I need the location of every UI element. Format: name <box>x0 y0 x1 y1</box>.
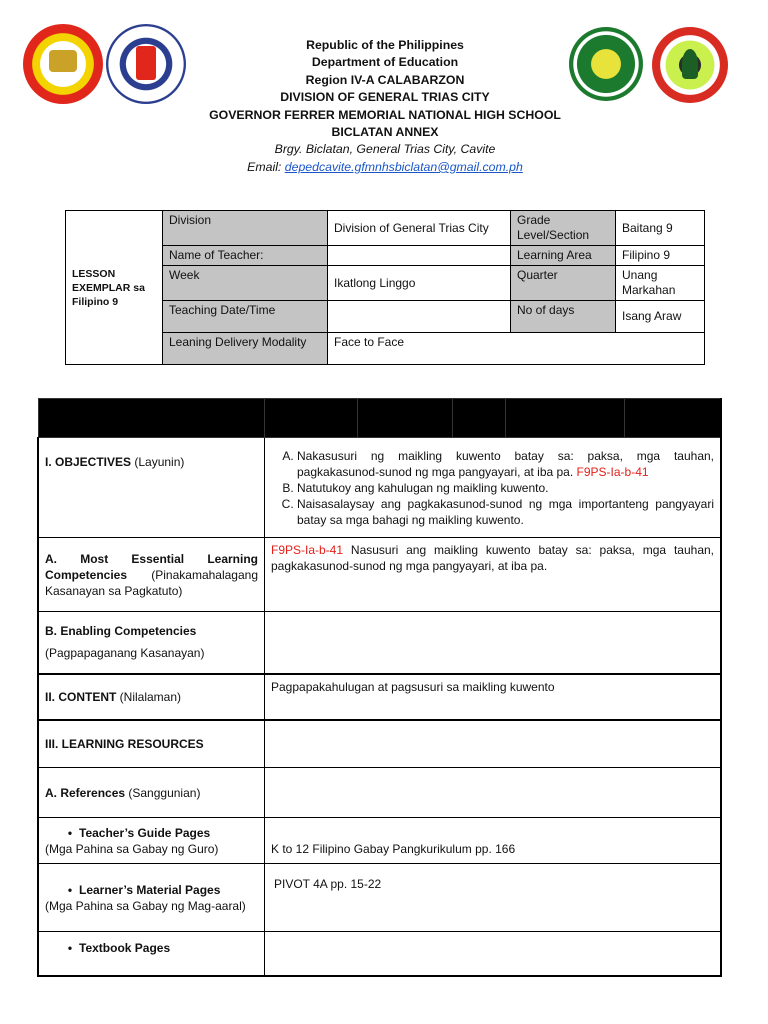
references-label-cell <box>38 768 265 818</box>
teaching-date-label: Teaching Date/Time <box>163 301 328 333</box>
learners-material-value: PIVOT 4A pp. 15-22 <box>265 864 722 932</box>
learning-area-label: Learning Area <box>511 246 616 266</box>
header-line-republic: Republic of the Philippines <box>306 38 464 52</box>
references-sub: (Sanggunian) <box>125 785 201 800</box>
teachers-guide-sub: (Mga Pahina sa Gabay ng Guro) <box>45 841 219 856</box>
textbook-label: Textbook Pages <box>79 941 171 955</box>
objective-b: B. Natutukoy ang kahulugan ng maikling kuwento. <box>297 480 714 496</box>
teacher-label: Name of Teacher: <box>163 246 328 266</box>
header-line-division: DIVISION OF GENERAL TRIAS CITY <box>280 90 490 105</box>
teachers-guide-label-cell <box>38 818 265 864</box>
header-line-annex: BICLATAN ANNEX <box>331 125 439 140</box>
enabling-row <box>38 612 721 674</box>
lesson-plan-table <box>37 398 722 977</box>
header-line-department: Department of Education <box>311 55 459 70</box>
teachers-guide-value: K to 12 Filipino Gabay Pangkurikulum pp. 166 <box>265 818 722 864</box>
modality-label: Leaning Delivery Modality <box>163 333 328 365</box>
division-value: Division of General Trias City <box>328 211 511 246</box>
textbook-value <box>265 932 722 976</box>
references-value <box>265 768 722 818</box>
references-label: A. References <box>45 785 126 800</box>
melc-label-cell <box>38 538 265 612</box>
teacher-value <box>328 246 511 266</box>
header-line-region: Region IV-A CALABARZON <box>305 72 465 87</box>
melc-code: F9PS-Ia-b-41 <box>271 543 344 557</box>
melc-label: A. Most Essential Learning Competencies <box>45 551 258 582</box>
division-label: Division <box>163 211 328 246</box>
teachers-guide-row <box>38 818 721 864</box>
content-label: II. CONTENT <box>45 689 117 704</box>
objective-a-code: F9PS-Ia-b-41 <box>573 464 649 479</box>
week-value: Ikatlong Linggo <box>328 266 511 301</box>
lesson-info-table <box>65 210 705 365</box>
melc-text: Nasusuri ang maikling kuwento batay sa: paksa, mga tauhan, pagkakasunod-sunod ng mga pangyayari, at iba pa. <box>271 543 714 573</box>
resources-value <box>265 720 722 768</box>
header-line-school: GOVERNOR FERRER MEMORIAL NATIONAL HIGH SCHOOL <box>209 107 561 122</box>
header-address: Brgy. Biclatan, General Trias City, Cavite <box>274 142 496 157</box>
objectives-cell <box>265 438 722 538</box>
email-link[interactable]: depedcavite.gfmnhsbiclatan@gmail.com.ph <box>284 159 523 174</box>
sdo-general-trias-seal-logo <box>652 27 728 103</box>
letterhead <box>190 37 580 176</box>
header-email-line <box>190 159 580 176</box>
modality-value: Face to Face <box>328 333 705 365</box>
textbook-label-cell <box>38 932 265 976</box>
learners-material-label: Learner’s Material Pages <box>79 882 221 897</box>
objective-c: C. Naisasalaysay ang pagkakasunod-sunod ng mga importanteng pangyayari batay sa mga bahagi ng maikling kuwento. <box>297 496 714 528</box>
school-seal-logo <box>569 27 643 101</box>
content-row <box>38 674 721 720</box>
days-value: Isang Araw <box>616 301 705 333</box>
enabling-label-cell <box>38 612 265 674</box>
lesson-title: LESSON EXEMPLAR sa Filipino 9 <box>66 211 163 365</box>
textbook-row <box>38 932 721 976</box>
grade-value: Baitang 9 <box>616 211 705 246</box>
email-label: Email: <box>247 159 285 174</box>
kagawaran-region-logo <box>23 24 103 104</box>
objective-a-text: Nakasusuri ng maikling kuwento batay sa: paksa, mga tauhan, pagkakasunod-sunod ng mga pangyayari, at iba pa. <box>297 448 714 479</box>
teaching-date-value <box>328 301 511 333</box>
content-value: Pagpapakahulugan at pagsusuri sa maikling kuwento <box>265 674 722 720</box>
learners-material-label-cell <box>38 864 265 932</box>
teachers-guide-label: Teacher’s Guide Pages <box>79 825 211 840</box>
learners-material-row <box>38 864 721 932</box>
objectives-row <box>38 438 721 538</box>
learning-area-value: Filipino 9 <box>616 246 705 266</box>
content-sub: (Nilalaman) <box>116 689 182 704</box>
objective-a <box>297 448 714 480</box>
header-bar-row <box>38 399 721 438</box>
days-label: No of days <box>511 301 616 333</box>
objectives-sub: (Layunin) <box>131 455 185 469</box>
enabling-label: B. Enabling Competencies <box>45 624 197 639</box>
grade-label: Grade Level/Section <box>511 211 616 246</box>
content-label-cell <box>38 674 265 720</box>
resources-row <box>38 720 721 768</box>
resources-label-cell <box>38 720 265 768</box>
week-label: Week <box>163 266 328 301</box>
enabling-sub: (Pagpapaganang Kasanayan) <box>45 646 205 661</box>
melc-row <box>38 538 721 612</box>
quarter-label: Quarter <box>511 266 616 301</box>
deped-seal-logo <box>106 24 186 104</box>
enabling-value <box>265 612 722 674</box>
melc-cell <box>265 538 722 612</box>
objectives-label: I. OBJECTIVES <box>45 455 132 469</box>
bullet-icon: • <box>67 941 73 955</box>
objectives-label-cell <box>38 438 265 538</box>
melc-sub: (Pinakamahalagang Kasanayan sa Pagkatuto) <box>45 567 258 598</box>
quarter-value: Unang Markahan <box>616 266 705 301</box>
resources-label: III. LEARNING RESOURCES <box>45 736 204 751</box>
bullet-icon: • <box>67 882 73 897</box>
bullet-icon: • <box>67 825 73 840</box>
learners-material-sub: (Mga Pahina sa Gabay ng Mag-aaral) <box>45 898 246 913</box>
references-row <box>38 768 721 818</box>
